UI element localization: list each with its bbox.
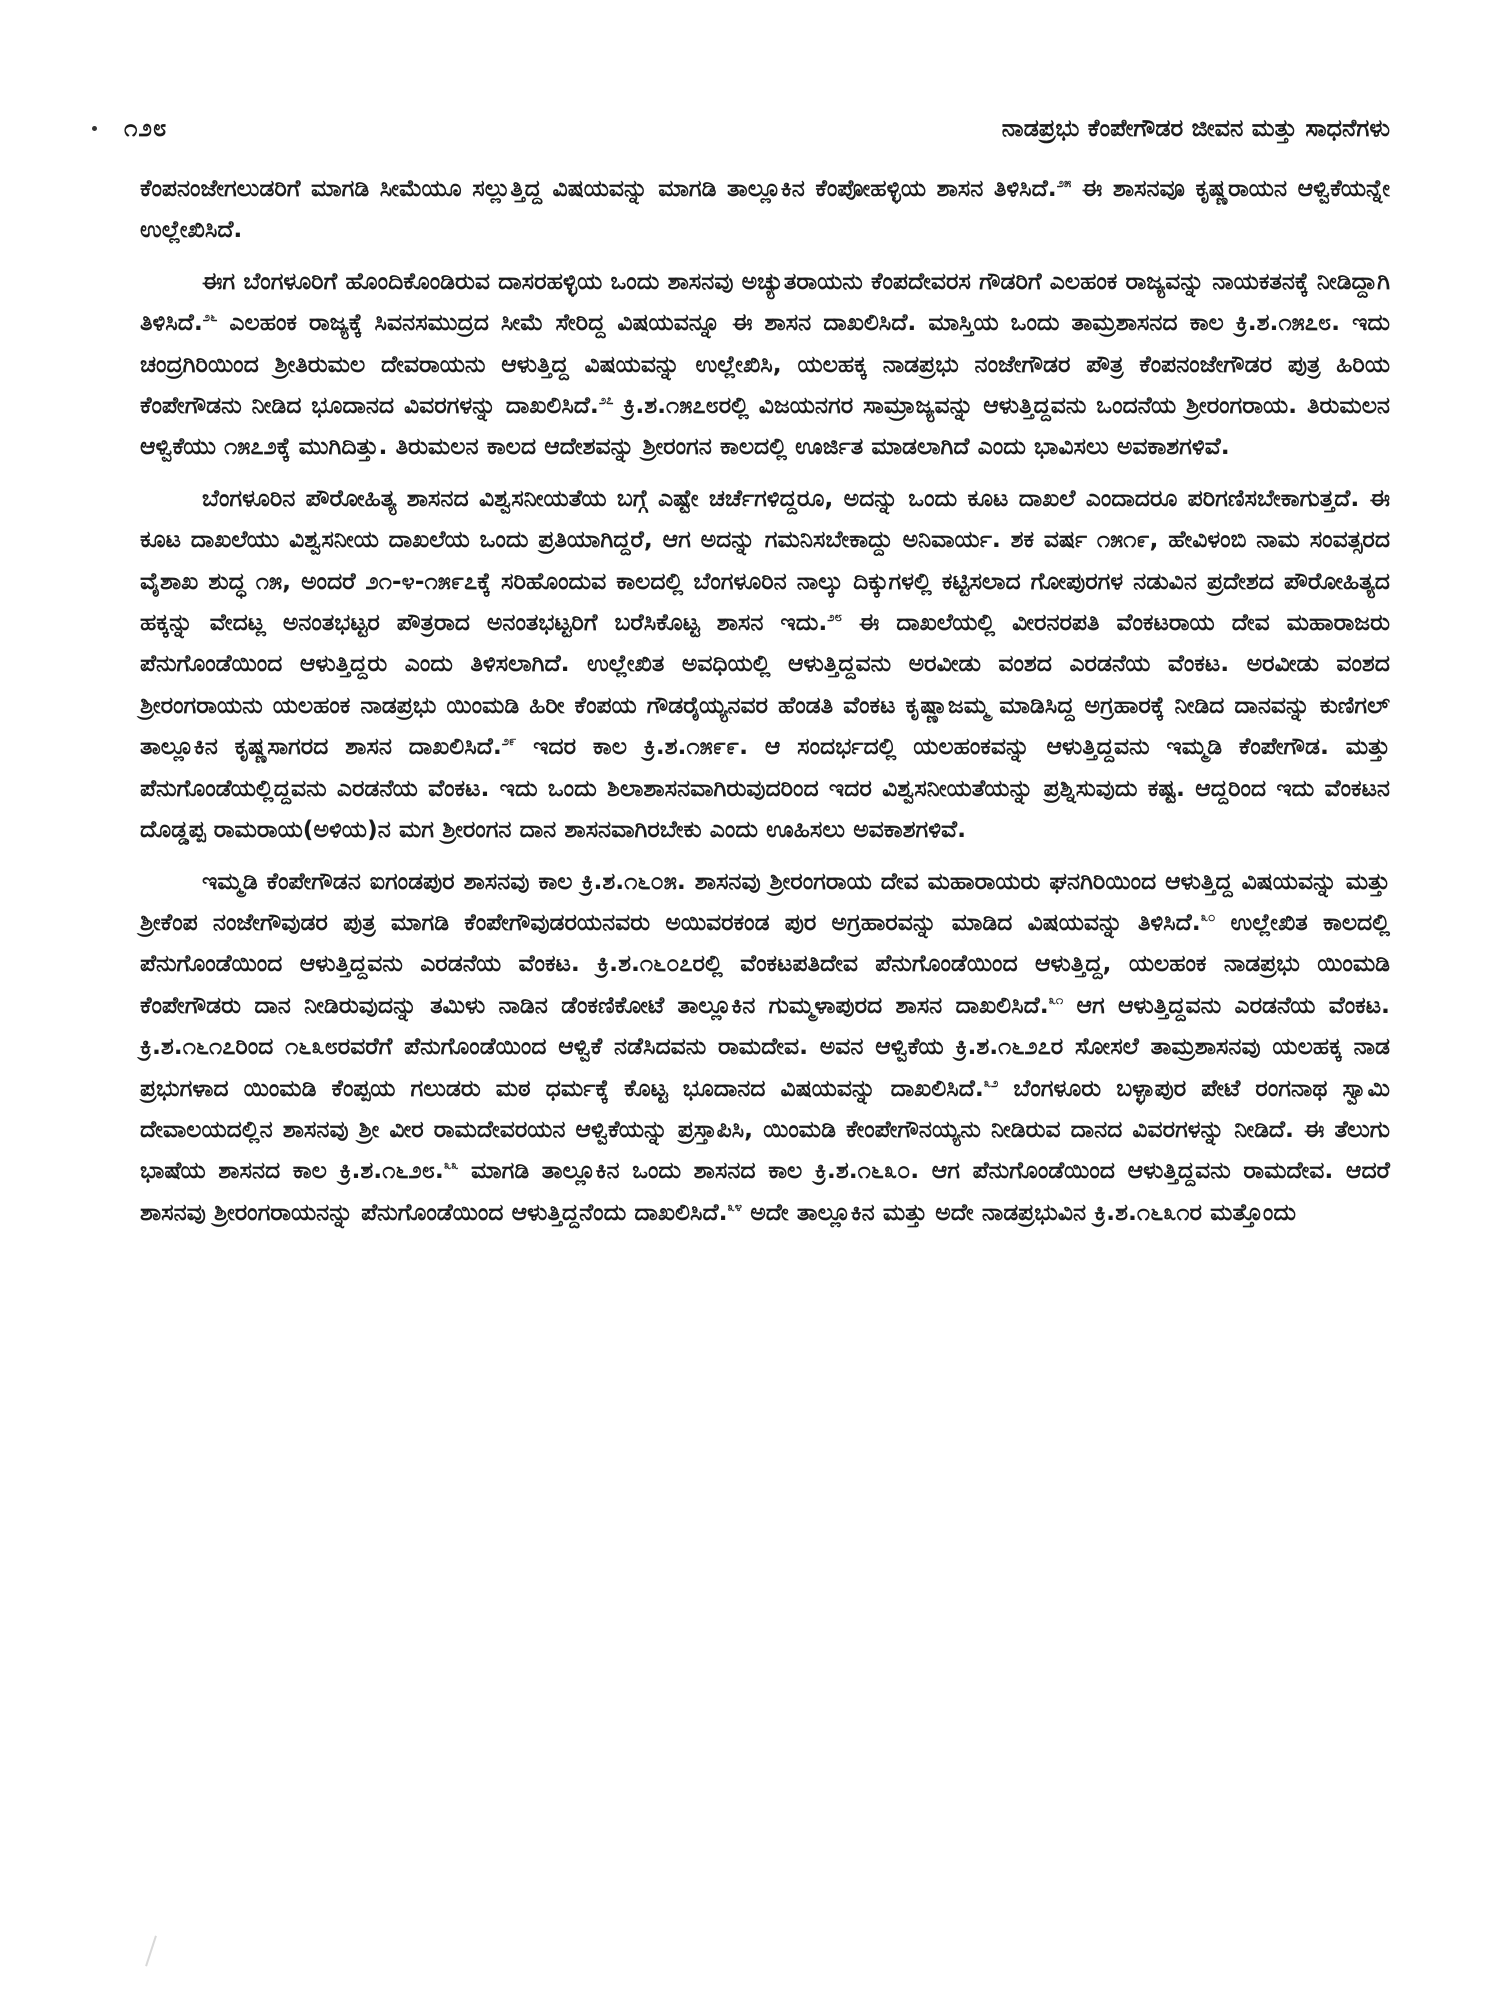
paragraph-text: ಕ್ರಿ.ಶ.೧೫೭೮ರಲ್ಲಿ ವಿಜಯನಗರ ಸಾಮ್ರಾಜ್ಯವನ್ನು ಆಳುತ್ತಿದ್ದವನು ಒಂದನೆಯ ಶ್ರೀರಂಗರಾಯ. ತಿರುಮಲನ ಆಳ್ವಿಕೆಯು ೧೫೭೨ಕ್ಕೆ ಮುಗಿದಿತ್ತು. ತಿರುಮಲನ ಕಾಲದ ಆದೇಶವನ್ನು ಶ್ರೀರಂಗನ ಕಾಲದಲ್ಲಿ ಊರ್ಜಿತ ಮಾಡಲಾಗಿದೆ ಎಂದು ಭಾವಿಸಲು ಅವಕಾಶಗಳಿವೆ. — [140, 391, 1390, 461]
running-title: ನಾಡಪ್ರಭು ಕೆಂಪೇಗೌಡರ ಜೀವನ ಮತ್ತು ಸಾಧನೆಗಳು — [1001, 114, 1390, 142]
paragraph-1 — [140, 168, 1390, 251]
paragraph-3 — [140, 478, 1390, 851]
paragraph-text: ಆಗ ಆಳುತ್ತಿದ್ದವನು ಎರಡನೆಯ ವೆಂಕಟ. ಕ್ರಿ.ಶ.೧೬೧೭ರಿಂದ ೧೬೩೮ರವರೆಗೆ ಪೆನುಗೊಂಡೆಯಿಂದ ಆಳ್ವಿಕೆ ನಡೆಸಿದವನು ರಾಮದೇವ. ಅವನ ಆಳ್ವಿಕೆಯ ಕ್ರಿ.ಶ.೧೬೨೭ರ ಸೋಸಲೆ ತಾಮ್ರಶಾಸನವು ಯಲಹಕ್ಕ ನಾಡ ಪ್ರಭುಗಳಾದ ಯಿಂಮಡಿ ಕೆಂಪ್ಪಯ ಗಲುಡರು ಮಠ ಧರ್ಮಕ್ಕೆ ಕೊಟ್ಟ ಭೂದಾನದ ವಿಷಯವನ್ನು ದಾಖಲಿಸಿದೆ. — [140, 990, 1390, 1102]
page-number: ೧೨೮ — [124, 114, 168, 142]
page-header — [124, 114, 1390, 154]
footnote-marker: ೨೮ — [827, 610, 842, 626]
paragraph-text: ಇದರ ಕಾಲ ಕ್ರಿ.ಶ.೧೫೯೯. ಆ ಸಂದರ್ಭದಲ್ಲಿ ಯಲಹಂಕವನ್ನು ಆಳುತ್ತಿದ್ದವನು ಇಮ್ಮಡಿ ಕೆಂಪೇಗೌಡ. ಮತ್ತು ಪೆನುಗೊಂಡೆಯಲ್ಲಿದ್ದವನು ಎರಡನೆಯ ವೆಂಕಟ. ಇದು ಒಂದು ಶಿಲಾಶಾಸನವಾಗಿರುವುದರಿಂದ ಇದರ ವಿಶ್ವಸನೀಯತೆಯನ್ನು ಪ್ರಶ್ನಿಸುವುದು ಕಷ್ಟ. ಆದ್ದರಿಂದ ಇದು ವೆಂಕಟನ ದೊಡ್ಡಪ್ಪ ರಾಮರಾಯ(ಅಳಿಯ)ನ ಮಗ ಶ್ರೀರಂಗನ ದಾನ ಶಾಸನವಾಗಿರಬೇಕು ಎಂದು ಊಹಿಸಲು ಅವಕಾಶಗಳಿವೆ. — [140, 732, 1390, 844]
footnote-marker: ೨೯ — [501, 734, 517, 750]
footnote-marker: ೨೫ — [1056, 176, 1072, 192]
margin-dot — [92, 126, 97, 131]
footnote-marker: ೩೦ — [1200, 910, 1216, 926]
footnote-marker: ೩೧ — [1048, 992, 1064, 1008]
footnote-marker: ೨೭ — [598, 393, 614, 409]
footnote-marker: ೩೨ — [983, 1075, 999, 1091]
paragraph-text: ಇಮ್ಮಡಿ ಕೆಂಪೇಗೌಡನ ಐಗಂಡಪುರ ಶಾಸನವು ಕಾಲ ಕ್ರಿ.ಶ.೧೬೦೫. ಶಾಸನವು ಶ್ರೀರಂಗರಾಯ ದೇವ ಮಹಾರಾಯರು ಘನಗಿರಿಯಿಂದ ಆಳುತ್ತಿದ್ದ ವಿಷಯವನ್ನು ಮತ್ತು ಶ್ರೀಕೆಂಪ ನಂಜೇಗೌವುಡರ ಪುತ್ರ ಮಾಗಡಿ ಕೆಂಪೇಗೌವುಡರಯನವರು ಅಯಿವರಕಂಡ ಪುರ ಅಗ್ರಹಾರವನ್ನು ಮಾಡಿದ ವಿಷಯವನ್ನು ತಿಳಿಸಿದೆ. — [140, 866, 1390, 936]
paragraph-text: ಈ ದಾಖಲೆಯಲ್ಲಿ ವೀರನರಪತಿ ವೆಂಕಟರಾಯ ದೇವ ಮಹಾರಾಜರು ಪೆನುಗೊಂಡೆಯಿಂದ ಆಳುತ್ತಿದ್ದರು ಎಂದು ತಿಳಿಸಲಾಗಿದೆ. ಉಲ್ಲೇಖಿತ ಅವಧಿಯಲ್ಲಿ ಆಳುತ್ತಿದ್ದವನು ಅರವೀಡು ವಂಶದ ಎರಡನೆಯ ವೆಂಕಟ. ಅರವೀಡು ವಂಶದ ಶ್ರೀರಂಗರಾಯನು ಯಲಹಂಕ ನಾಡಪ್ರಭು ಯಿಂಮಡಿ ಹಿರೀ ಕೆಂಪಯ ಗೌಡರೈಯ್ಯನವರ ಹೆಂಡತಿ ವೆಂಕಟ ಕೃಷ್ಣಾಜಮ್ಮ ಮಾಡಿಸಿದ್ದ ಅಗ್ರಹಾರಕ್ಕೆ ನೀಡಿದ ದಾನವನ್ನು ಕುಣಿಗಲ್ ತಾಲ್ಲೂಕಿನ ಕೃಷ್ಣಸಾಗರದ ಶಾಸನ ದಾಖಲಿಸಿದೆ. — [140, 608, 1390, 761]
paragraph-text: ಬೆಂಗಳೂರು ಬಳ್ಳಾಪುರ ಪೇಟೆ ರಂಗನಾಥ ಸ್ವಾಮಿ ದೇವಾಲಯದಲ್ಲಿನ ಶಾಸನವು ಶ್ರೀ ವೀರ ರಾಮದೇವರಯನ ಆಳ್ವಿಕೆಯನ್ನು ಪ್ರಸ್ತಾಪಿಸಿ, ಯಿಂಮಡಿ ಕೇಂಪೇಗೌನಯ್ಯನು ನೀಡಿರುವ ದಾನದ ವಿವರಗಳನ್ನು ನೀಡಿದೆ. ಈ ತೆಲುಗು ಭಾಷೆಯ ಶಾಸನದ ಕಾಲ ಕ್ರಿ.ಶ.೧೬೨೮. — [140, 1073, 1390, 1185]
paragraph-text: ಬೆಂಗಳೂರಿನ ಪೌರೋಹಿತ್ಯ ಶಾಸನದ ವಿಶ್ವಸನೀಯತೆಯ ಬಗ್ಗೆ ಎಷ್ಟೇ ಚರ್ಚೆಗಳಿದ್ದರೂ, ಅದನ್ನು ಒಂದು ಕೂಟ ದಾಖಲೆ ಎಂದಾದರೂ ಪರಿಗಣಿಸಬೇಕಾಗುತ್ತದೆ. ಈ ಕೂಟ ದಾಖಲೆಯು ವಿಶ್ವಸನೀಯ ದಾಖಲೆಯ ಒಂದು ಪ್ರತಿಯಾಗಿದ್ದರೆ, ಆಗ ಅದನ್ನು ಗಮನಿಸಬೇಕಾದ್ದು ಅನಿವಾರ್ಯ. ಶಕ ವರ್ಷ ೧೫೧೯, ಹೇವಿಳಂಬಿ ನಾಮ ಸಂವತ್ಸರದ ವೈಶಾಖ ಶುದ್ಧ ೧೫, ಅಂದರೆ ೨೧-೪-೧೫೯೭ಕ್ಕೆ ಸರಿಹೊಂದುವ ಕಾಲದಲ್ಲಿ ಬೆಂಗಳೂರಿನ ನಾಲ್ಕು ದಿಕ್ಕುಗಳಲ್ಲಿ ಕಟ್ಟಿಸಲಾದ ಗೋಪುರಗಳ ನಡುವಿನ ಪ್ರದೇಶದ ಪೌರೋಹಿತ್ಯದ ಹಕ್ಕನ್ನು ವೇದಟ್ಲ ಅನಂತಭಟ್ಟರ ಪೌತ್ರರಾದ ಅನಂತಭಟ್ಟರಿಗೆ ಬರೆಸಿಕೊಟ್ಟ ಶಾಸನ ಇದು. — [140, 483, 1390, 637]
paragraph-2 — [140, 261, 1390, 468]
paragraph-text: ಈ ಶಾಸನವೂ ಕೃಷ್ಣರಾಯನ ಆಳ್ವಿಕೆಯನ್ನೇ ಉಲ್ಲೇಖಿಸಿದೆ. — [140, 174, 1390, 244]
footnote-marker: ೨೬ — [202, 310, 218, 326]
paragraph-text: ಅದೇ ತಾಲ್ಲೂಕಿನ ಮತ್ತು ಅದೇ ನಾಡಪ್ರಭುವಿನ ಕ್ರಿ.ಶ.೧೬೩೧ರ ಮತ್ತೊಂದು — [742, 1197, 1296, 1226]
paper-smudge — [145, 1935, 157, 1966]
paragraph-text: ಮಾಗಡಿ ತಾಲ್ಲೂಕಿನ ಒಂದು ಶಾಸನದ ಕಾಲ ಕ್ರಿ.ಶ.೧೬೩೦. ಆಗ ಪೆನುಗೊಂಡೆಯಿಂದ ಆಳುತ್ತಿದ್ದವನು ರಾಮದೇವ. ಆದರೆ ಶಾಸನವು ಶ್ರೀರಂಗರಾಯನನ್ನು ಪೆನುಗೊಂಡೆಯಿಂದ ಆಳುತ್ತಿದ್ದನೆಂದು ದಾಖಲಿಸಿದೆ. — [140, 1156, 1390, 1226]
paragraph-text: ಉಲ್ಲೇಖಿತ ಕಾಲದಲ್ಲಿ ಪೆನುಗೊಂಡೆಯಿಂದ ಆಳುತ್ತಿದ್ದವನು ಎರಡನೆಯ ವೆಂಕಟ. ಕ್ರಿ.ಶ.೧೬೦೭ರಲ್ಲಿ ವೆಂಕಟಪತಿದೇವ ಪೆನುಗೊಂಡೆಯಿಂದ ಆಳುತ್ತಿದ್ದ, ಯಲಹಂಕ ನಾಡಪ್ರಭು ಯಿಂಮಡಿ ಕೆಂಪೇಗೌಡರು ದಾನ ನೀಡಿರುವುದನ್ನು ತಮಿಳು ನಾಡಿನ ಡೆಂಕಣಿಕೋಟೆ ತಾಲ್ಲೂಕಿನ ಗುಮ್ಮಳಾಪುರದ ಶಾಸನ ದಾಖಲಿಸಿದೆ. — [140, 907, 1391, 1019]
footnote-marker: ೩೪ — [727, 1199, 743, 1215]
body-text — [140, 168, 1390, 1233]
paragraph-text: ಎಲಹಂಕ ರಾಜ್ಯಕ್ಕೆ ಸಿವನಸಮುದ್ರದ ಸೀಮೆ ಸೇರಿದ್ದ ವಿಷಯವನ್ನೂ ಈ ಶಾಸನ ದಾಖಲಿಸಿದೆ. ಮಾಸ್ತಿಯ ಒಂದು ತಾಮ್ರಶಾಸನದ ಕಾಲ ಕ್ರಿ.ಶ.೧೫೭೮. ಇದು ಚಂದ್ರಗಿರಿಯಿಂದ ಶ್ರೀತಿರುಮಲ ದೇವರಾಯನು ಆಳುತ್ತಿದ್ದ ವಿಷಯವನ್ನು ಉಲ್ಲೇಖಿಸಿ, ಯಲಹಕ್ಕ ನಾಡಪ್ರಭು ನಂಜೇಗೌಡರ ಪೌತ್ರ ಕೆಂಪನಂಜೇಗೌಡರ ಪುತ್ರ ಹಿರಿಯ ಕೆಂಪೇಗೌಡನು ನೀಡಿದ ಭೂದಾನದ ವಿವರಗಳನ್ನು ದಾಖಲಿಸಿದೆ. — [140, 308, 1390, 420]
paragraph-text: ಕೆಂಪನಂಜೇಗಲುಡರಿಗೆ ಮಾಗಡಿ ಸೀಮೆಯೂ ಸಲ್ಲುತ್ತಿದ್ದ ವಿಷಯವನ್ನು ಮಾಗಡಿ ತಾಲ್ಲೂಕಿನ ಕೆಂಪೋಹಳ್ಳಿಯ ಶಾಸನ ತಿಳಿಸಿದೆ. — [140, 174, 1057, 202]
paragraph-4 — [140, 861, 1390, 1234]
footnote-marker: ೩೩ — [443, 1158, 459, 1174]
paragraph-text: ಈಗ ಬೆಂಗಳೂರಿಗೆ ಹೊಂದಿಕೊಂಡಿರುವ ದಾಸರಹಳ್ಳಿಯ ಒಂದು ಶಾಸನವು ಅಚ್ಯುತರಾಯನು ಕೆಂಪದೇವರಸ ಗೌಡರಿಗೆ ಎಲಹಂಕ ರಾಜ್ಯವನ್ನು ನಾಯಕತನಕ್ಕೆ ನೀಡಿದ್ದಾಗಿ ತಿಳಿಸಿದೆ. — [140, 266, 1390, 337]
